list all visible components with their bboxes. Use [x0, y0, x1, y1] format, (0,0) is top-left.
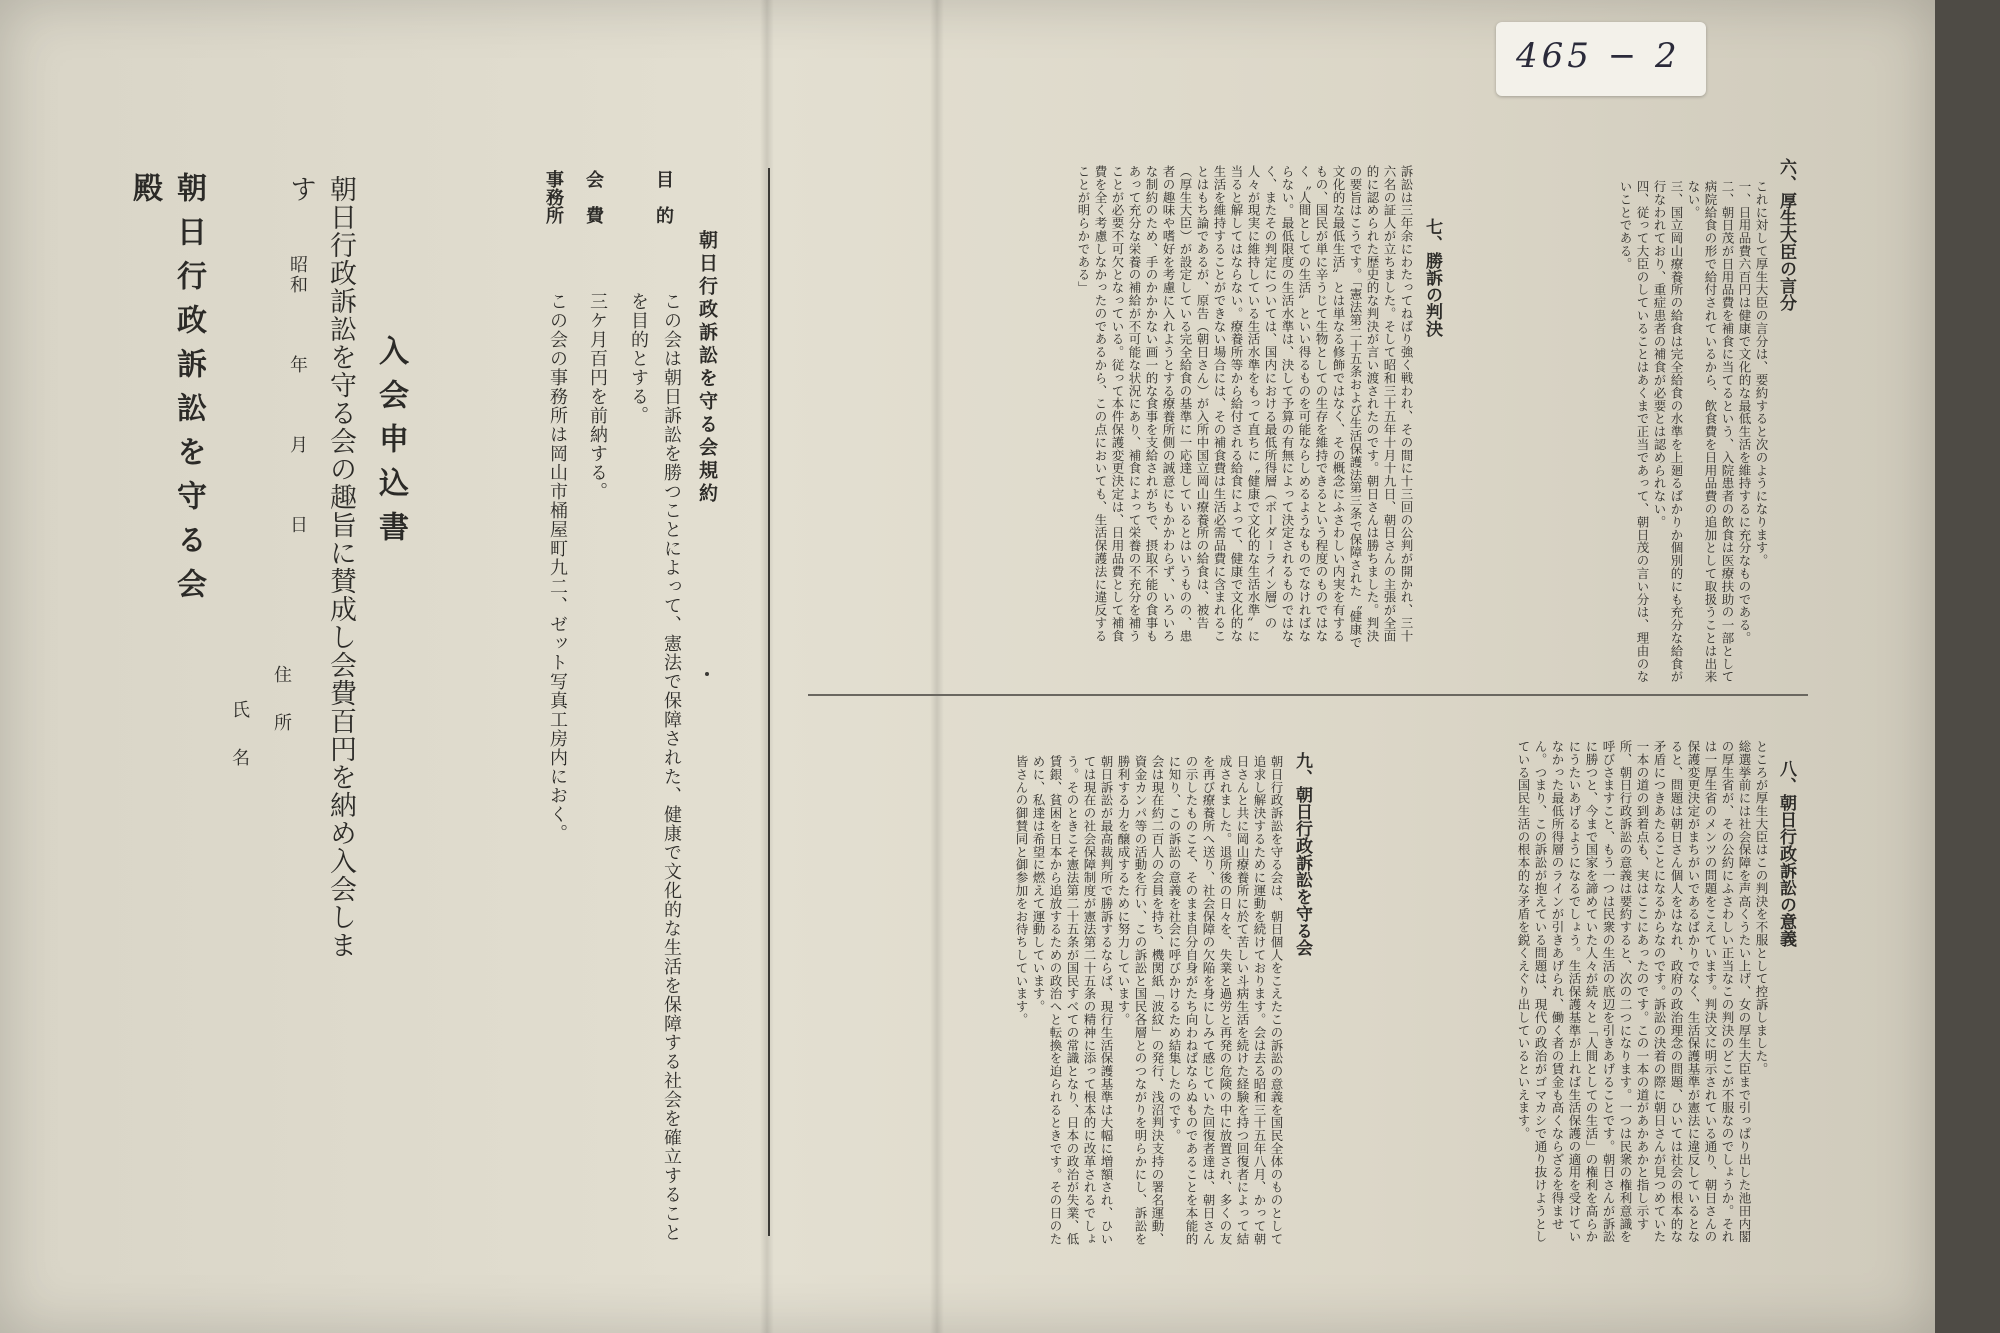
section-9-title: 九、朝日行政訴訟を守る会 — [1292, 752, 1312, 956]
catalog-label-text: 465 − 2 — [1516, 36, 1681, 76]
section-9-body: 朝日行政訴訟を守る会は、朝日個人をこえたこの訴訟の意義を国民全体のものとして追求し解決するために運動を続けております。会は去る昭和三十五年八月、かって朝日さんと共に岡山療養所に於て苦しい斗病生活を続けた経験を持つ回復者によって結成されました。退所後の日々を、失業と過労と再発の危険の中に放置され、多くの友を再び療養所へ送り、社会保障の欠陥を身にしみて感じていた回復者達は、朝日さんの示したものこそ、そのまま自分自身がたち向わねばならぬものであることを本能的に知り、この訴訟の意義を社会に呼びかけるため結集したのです。 会は現在約二百人の会員を持ち、機関紙「波紋」の発行、浅沼判決支持の署名運動、資金カンパ等の活動を行い、この訴訟と国民各層とのつながりを明らかにし、訴訟を勝利する力を醸成するために努力しています。 朝日訴訟が最高裁判所で勝訴するならば、現行生活保護基準は大幅に増額され、ひいては現在の社会保障制度が憲法第二十五条の精神に添って根本的に改革されるでしょう。そのときこそ憲法第二十五条が国民すべての常識となり、日本の政治が失業、低賃銀、貧困を日本から追放するための政治へと転換を迫られるときです。その日のために、私達は希望に燃えて運動しています。 皆さんの御賛同と御参加をお待ちしています。 — [1014, 755, 1284, 1246]
form-name-label: 氏 名 — [229, 700, 250, 772]
bylaws-purpose-label: 目 的 — [653, 170, 674, 224]
bylaws-purpose-text: この会は朝日訴訟を勝つことによって、憲法で保障された、健康で文化的な生活を保障する社会を確立することを目的とする。 — [628, 292, 682, 1242]
bylaws-title: 朝日行政訴訟を守る会規約 — [696, 230, 718, 506]
paper-fold — [760, 0, 774, 1333]
form-date: 昭和 年 月 日 — [287, 255, 308, 535]
section-7-title: 七、勝訴の判決 — [1422, 218, 1442, 337]
form-addressee: 朝日行政訴訟を守る会殿 — [127, 172, 206, 612]
form-address-label: 住 所 — [271, 665, 292, 737]
form-title: 入会申込書 — [373, 335, 408, 555]
section-8-body: ところが厚生大臣はこの判決を不服として控訴しました。 総選挙前には社会保障を声高くうたい上げ、女の厚生大臣まで引っぱり出した池田内閣の厚生省が、その公約にふさわしい正当なこの判決のどこが不服なのでしょうか。それは一厚生省のメンツの問題をこえています。判決文に明示されている通り、朝日さんの保護変更決定がまちがいであるばかりでなく、生活保護基準が憲法に違反しているとなると、問題は朝日さん個人をはなれ、政府の政治理念の問題、ひいては社会の根本的な矛盾につきあたることになるからなのです。訴訟の決着の際に朝日さんが見つめていた一本の道の到着点も、実はここにあったのです。この一本の道があかあかと指し示す所、朝日行政訴訟の意義は要約すると、次の二つになります。一つは民衆の権利意識を呼びさますこと、もう一つは民衆の生活の底辺を引きあげることです。朝日さんが訴訟に勝つと、今まで国家を諦めていた人々が続々と「人間としての生活」の権利を高らかにうたいあげるようになるでしょう。生活保護基準が上れば生活保護の適用を受けていなかった最低所得層のラインが引きあげられ、働く者の賃金も高くならざるを得ません。つまり、この訴訟が抱えている問題は、現代の政治がゴマカシで通り抜けようとしている国民生活の根本的な矛盾を鋭くえぐり出しているといえます。 — [1516, 740, 1769, 1244]
bylaws-office-text: この会の事務所は岡山市桶屋町九二、ゼット写真工房内におく。 — [547, 292, 568, 843]
form-statement: 朝日行政訴訟を守る会の趣旨に賛成し会費百円を納め入会します — [285, 175, 356, 959]
section-6-body: これに対して厚生大臣の言分は、要約すると次のようになります。 一、日用品費六百円は健康で文化的な最低生活を維持するに充分なものである。 二、朝日茂が日用品費を補食に当てるという、入院患者の飲食は医療扶助の一部として病院給食の形で給付されているから、飲食費を日用品費の追加として取扱うことは出来ない。 三、国立岡山療養所の給食は完全給食の水準を上廻るばかりか個別的にも充分な給食が行なわれており、重症患者の補食が必要とは認められない。 四、従って大臣のしていることはあくまで正当であって、朝日茂の言い分は、理由のないことである。 — [1618, 180, 1769, 684]
section-divider — [808, 694, 1808, 696]
section-7-body: 訴訟は三年余にわたってねばり強く戦われ、その間に十三回の公判が開かれ、三十六名の証人が立ちました。そして昭和三十五年十月十九日、朝日さんの主張が全面的に認められた歴史的な判決が言い渡されたのです。朝日さんは勝ちました。判決の要旨はこうです。「憲法第二十五条および生活保護法第三条で保障された〝健康で文化的な最低生活〟とは単なる修飾ではなく、その概念にふさわしい内実を有するもの、国民が単に辛うじて生物としての生存を維持できるという程度のものではなく〝人間としての生活〟といい得るものを可能ならしめるようなものでなければならない。最低限度の生活水準は、決して予算の有無によって決定されるものではなく、またその判定については、国内における最低所得層（ボーダーライン層）の人々が現実に維持している生活水準をもって直ちに〝健康で文化的な生活水準〟に当ると解してはならない。療養所等から給付される給食によって、健康で文化的な生活を維持することができない場合には、その補食費は生活必需品費に含まれることはもち論であるが、原告（朝日さん）が入所中国立岡山療養所の給食は、被告（厚生大臣）が設定している完全給食の基準に一応達しているとはいうものの、患者の趣味や嗜好を考慮に入れようとする療養所側の誠意にもかかわらず、いろいろな制約のため、手のかかかない画一的な食事を支給されがちで、摂取不能の食事もあって充分な栄養の補給が不可能な状況にあり、補食によって栄養の不充分を補うことが必要不可欠となっている。従って本件保護変更決定は、日用品費として補食費を全く考慮しなかったのであるから、この点においても、生活保護法に違反することが明らかである」 — [1076, 165, 1414, 649]
ink-dot — [705, 672, 709, 676]
catalog-label — [1496, 22, 1706, 96]
column-separator — [768, 168, 770, 1236]
bylaws-fee-text: 三ケ月百円を前納する。 — [587, 292, 608, 501]
bylaws-office-label: 事務所 — [543, 170, 564, 224]
bylaws-fee-label: 会 費 — [583, 170, 604, 224]
section-8-title: 八、朝日行政訴訟の意義 — [1776, 760, 1796, 947]
section-6-title: 六、厚生大臣の言分 — [1776, 158, 1796, 311]
